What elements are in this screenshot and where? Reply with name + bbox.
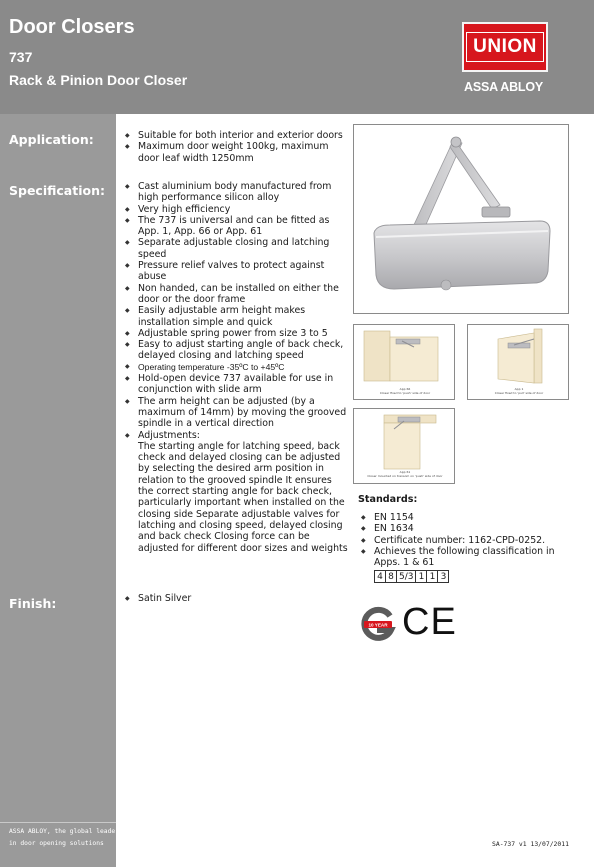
list-item: ◆ The 737 is universal and can be fitted as App. 1, App. 66 or App. 61 [124,215,350,238]
list-item: ◆ Separate adjustable closing and latching speed [124,237,350,260]
list-item: ◆ Operating temperature -35ºC to +45ºC [124,362,350,373]
list-item: ◆ EN 1154 [360,512,574,523]
classification-table [374,570,449,583]
list-item: ◆ The arm height can be adjusted (by a maximum of 14mm) by moving the grooved spindle in a vertical direction [124,396,350,430]
specification-list [124,181,350,554]
classification-cell: 4 [375,571,386,583]
list-item: ◆ Easy to adjust starting angle of back check, delayed closing and latching speed [124,339,350,362]
product-subtitle: Rack & Pinion Door Closer [9,72,188,88]
classification-cell: 1 [427,571,438,583]
list-item: ◆ Maximum door weight 100kg, maximum door leaf width 1250mm [124,141,350,164]
list-item: ◆ EN 1634 [360,523,574,534]
ten-year-badge-text: 10 YEAR [368,622,388,628]
app-66-caption-line2: Closer fixed to 'push' side of door [379,390,431,395]
list-item: ◆ Pressure relief valves to protect against abuse [124,260,350,283]
app-1-caption-line2: Closer fixed to 'pull' side of door [494,390,544,395]
list-item: ◆ Cast aluminium body manufactured from high performance silicon alloy [124,181,350,204]
classification-cell: 8 [386,571,397,583]
application-list [124,130,350,164]
app-61-caption-line1: App 61 [399,470,411,474]
sidebar-divider [0,822,116,823]
list-item: ◆ Very high efficiency [124,204,350,215]
finish-list [124,593,350,604]
union-logo [462,22,548,72]
classification-cell: 3 [438,571,449,583]
product-photo [353,124,569,314]
list-item: ◆ Achieves the following classification in Apps. 1 & 61 [360,546,574,569]
specification-label: Specification: [9,183,105,198]
ce-mark-icon: CE [402,601,457,643]
page-title: Door Closers [9,16,135,38]
union-logo-text: UNION [466,32,544,62]
assa-abloy-logo-text: ASSA ABLOY [464,80,544,94]
list-item: ◆ Satin Silver [124,593,350,604]
standards-list [360,512,574,568]
diagram-app-1 [467,324,569,400]
diagram-app-61 [353,408,455,484]
door-closer-illustration [354,125,569,314]
list-item: ◆ Easily adjustable arm height makes installation simple and quick [124,305,350,328]
finish-label: Finish: [9,596,57,611]
list-item: ◆ Adjustments: The starting angle for latching speed, back check and delayed closing can be adjusted by selecting the desired arm position in relation to the grooved spindle It ensures the correct starting angle for back check, particularly important when installed on the closing side Separate adjustable valves for latching and closing speed, delayed closing and back check Closing force can be adjusted for different door sizes and weights [124,430,350,554]
app-66-caption-line1: App 66 [399,387,411,391]
sidebar-footer-line1: ASSA ABLOY, the global leader [9,828,119,835]
application-label: Application: [9,132,94,147]
classification-cell: 1 [416,571,427,583]
list-item: ◆ Suitable for both interior and exterior doors [124,130,350,141]
list-item: ◆ Hold-open device 737 available for use in conjunction with slide arm [124,373,350,396]
app-1-caption-line1: App 1 [514,387,524,391]
list-item: ◆ Non handed, can be installed on either the door or the door frame [124,283,350,306]
page-header [0,0,594,114]
standards-title: Standards: [358,494,418,505]
document-version: SA-737 v1 13/07/2011 [492,840,569,848]
model-number: 737 [9,49,33,65]
guarantee-10-year-icon [360,606,396,642]
classification-cell: 5/3 [397,571,416,583]
app-61-caption-line2: Closer mounted on transom on 'push' side of door [367,473,443,478]
sidebar-footer-line2: in door opening solutions [9,840,104,847]
list-item: ◆ Adjustable spring power from size 3 to 5 [124,328,350,339]
list-item: ◆ Certificate number: 1162-CPD-0252. [360,535,574,546]
sidebar [0,114,116,867]
diagram-app-66 [353,324,455,400]
